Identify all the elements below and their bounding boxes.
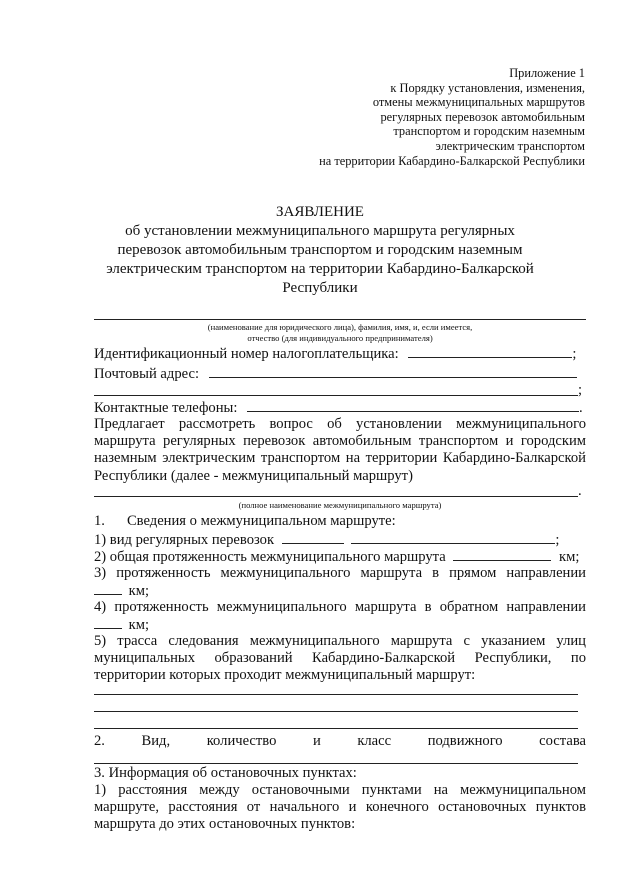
appendix-line: к Порядку установления, изменения, (390, 80, 585, 95)
inn-row (94, 345, 576, 363)
appendix-line: электрическим транспортом (435, 138, 585, 153)
paragraph-line: 5) трасса следования межмуниципального маршрута с указанием улиц (94, 633, 586, 649)
semicolon: ; (555, 532, 560, 548)
section3-item1 (94, 782, 586, 834)
transport-type-field-2[interactable] (351, 531, 555, 544)
inn-label: Идентификационный номер налогоплательщика: (94, 346, 399, 362)
address-label: Почтовый адрес: (94, 366, 200, 382)
section-word: и (312, 733, 321, 749)
section1-item3 (94, 565, 586, 582)
route-name-field[interactable] (94, 496, 578, 497)
route-caption: (полное наименование межмуниципального маршрута) (238, 500, 442, 510)
phones-field[interactable] (247, 399, 579, 412)
document-subtitle (0, 222, 640, 298)
phones-row (94, 399, 583, 417)
paragraph-line: 1) расстояния между остановочными пунктами на межмуниципальном (94, 782, 586, 798)
appendix-header (319, 66, 585, 168)
paragraph-line: Республики (далее - межмуниципальный маршрут) (94, 467, 413, 484)
section2-heading (94, 733, 586, 750)
period: . (578, 483, 582, 499)
subtitle-line: Республики (282, 280, 358, 296)
reverse-length-field[interactable] (94, 616, 122, 629)
section3-heading: 3. Информация об остановочных пунктах: (94, 765, 357, 781)
appendix-line: на территории Кабардино-Балкарской Республики (319, 153, 585, 168)
item-label: 4) протяженность межмуниципального маршрута в обратном направлении (94, 599, 586, 615)
section-number: 1. (94, 513, 105, 529)
section-number: 2. (94, 733, 105, 749)
inn-field[interactable] (408, 345, 572, 358)
section1-item1 (94, 531, 559, 549)
unit-km: км; (128, 583, 150, 599)
item-label: 3) протяженность межмуниципального маршрута в прямом направлении (94, 565, 586, 581)
transport-type-field[interactable] (282, 531, 344, 544)
paragraph-line: Предлагает рассмотреть вопрос об установлении межмуниципального (94, 416, 586, 432)
section1-heading (94, 513, 396, 530)
paragraph-line: маршруте, расстояния от начального и конечного остановочных пунктов (94, 799, 586, 816)
unit-km: км; (559, 549, 580, 565)
section-word: количество (206, 733, 277, 749)
address-row (94, 365, 577, 383)
appendix-line: Приложение 1 (509, 66, 585, 80)
section-word: состава (539, 733, 586, 749)
semicolon: ; (572, 346, 577, 362)
paragraph-line: территории которых проходит межмуниципальный маршрут: (94, 667, 476, 684)
rolling-stock-field[interactable] (94, 763, 578, 764)
paragraph-line: муниципальных образований Кабардино-Балкарской Республики, по (94, 650, 586, 667)
caption-line: отчество (для индивидуального предпринимателя) (247, 333, 433, 343)
document-title: ЗАЯВЛЕНИЕ (276, 204, 364, 220)
appendix-line: отмены межмуниципальных маршрутов (372, 95, 585, 110)
address-field-line2[interactable] (94, 395, 578, 396)
unit-km: км; (128, 617, 150, 633)
period: . (579, 400, 583, 416)
section1-item4-cont (94, 616, 149, 634)
item-label: 1) вид регулярных перевозок (94, 532, 275, 548)
paragraph-line: наземным электрическим транспортом на территории Кабардино-Балкарской (94, 450, 586, 467)
route-streets-field-3[interactable] (94, 728, 578, 729)
caption-line: (наименование для юридического лица), фамилия, имя, и, если имеется, (207, 322, 473, 332)
section1-item4 (94, 599, 586, 616)
section1-item3-cont (94, 582, 149, 600)
subtitle-line: электрическим транспортом на территории Кабардино-Балкарской (106, 261, 534, 277)
section1-item5 (94, 633, 586, 685)
section-title: Сведения о межмуниципальном маршруте: (126, 513, 396, 529)
route-streets-field-1[interactable] (94, 694, 578, 695)
paragraph-line: маршрута до этих остановочных пунктов: (94, 816, 356, 833)
semicolon: ; (578, 382, 583, 398)
section-word: подвижного (427, 733, 503, 749)
applicant-name-line[interactable] (94, 319, 586, 320)
section-word: класс (357, 733, 392, 749)
section-word: Вид, (141, 733, 171, 749)
phones-label: Контактные телефоны: (94, 400, 238, 416)
address-field[interactable] (209, 365, 577, 378)
forward-length-field[interactable] (94, 582, 122, 595)
paragraph-line: маршрута регулярных перевозок автомобильным транспортом и городским (94, 433, 586, 450)
appendix-line: регулярных перевозок автомобильным (380, 109, 585, 124)
total-length-field[interactable] (453, 548, 551, 561)
subtitle-line: перевозок автомобильным транспортом и городским наземным (117, 242, 523, 258)
route-streets-field-2[interactable] (94, 711, 578, 712)
applicant-caption (94, 322, 586, 344)
appendix-line: транспортом и городским наземным (393, 124, 585, 139)
item-label: 2) общая протяженность межмуниципального маршрута (94, 549, 446, 565)
request-paragraph (94, 416, 586, 485)
section1-item2 (94, 548, 579, 566)
subtitle-line: об установлении межмуниципального маршрута регулярных (125, 223, 515, 239)
